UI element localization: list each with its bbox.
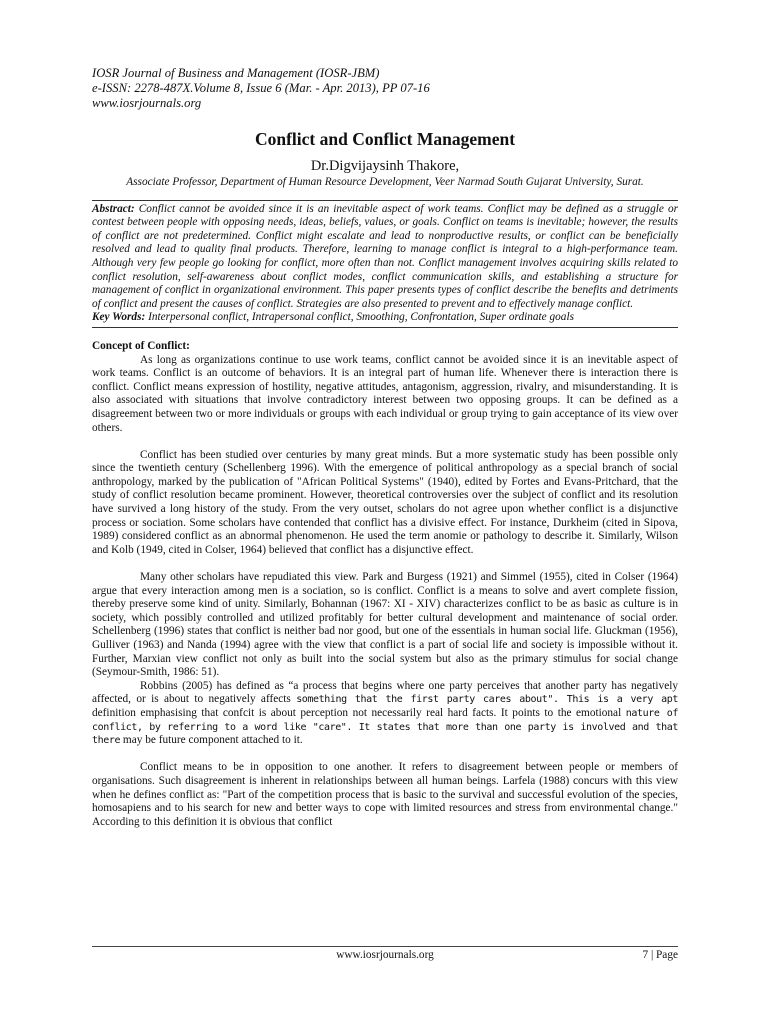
abstract-label: Abstract: — [92, 202, 135, 215]
paragraph-5: Conflict means to be in opposition to one another. It refers to disagreement between people or members of organisations. Such disagreement is inherent in relationships between all human beings. Larfela (1988) concurs with this view when he defines conflict as: "Part of the competition process that is basic to the survival and successful evolution of the species, homosapiens and to his search for new and better ways to cope with limited resources and stress from environmental change." According to this definition it is obvious that conflict — [92, 761, 678, 828]
keywords-text: Interpersonal conflict, Intrapersonal conflict, Smoothing, Confrontation, Super ordinate goals — [145, 311, 574, 324]
paragraph-4-part-a: Robbins (2005) has defined as “a process that begins where one party perceives that another party has negatively affected, or is about to negatively affects — [92, 679, 678, 706]
paragraph-2: Conflict has been studied over centuries by many great minds. But a more systematic study has been possible only since the twentieth century (Schellenberg 1996). With the emergence of political anthropology as a special branch of social anthropology, marked by the publication of "African Political Systems" (1940), edited by Fortes and Evans-Pritchard, that the study of conflict resolution became prominent. However, theoretical controversies over the subject of conflict and its resolution have survived a long history of the study. From the very outset, scholars do not agree upon whether conflict is a disjunctive process or sociation. Some scholars have contended that conflict has a divisive effect. For instance, Durkheim (cited in Sipova, 1989) considered conflict as an abnormal phenomenon. He used the term anomie or pathology to describe it. Similarly, Wilson and Kolb (1949, cited in Colser, 1964) believed that conflict has a disjunctive effect. — [92, 448, 678, 556]
journal-header — [92, 66, 678, 111]
paragraph-4-mono-2: nature of conflict, by referring to a word like "care". It states that more than one party is involved and that there — [92, 707, 678, 747]
paragraph-4-mono-1: something that the first party cares about". This is a very apt — [296, 694, 678, 706]
paragraph-1: As long as organizations continue to use work teams, conflict cannot be avoided since it is an inevitable aspect of work teams. Conflict is an outcome of behaviors. It is an integral part of human life. Whenever there is interaction there is conflict. Conflict means expression of hostility, negative attitudes, antagonism, aggression, rivalry, and misunderstanding. It is also associated with situations that involve contradictory interest between two opposing groups. It can be defined as a disagreement between two or more individuals or groups with each individual or group trying to gain acceptance of its view over others. — [92, 353, 678, 434]
paragraph-4 — [92, 680, 678, 748]
paper-page — [92, 66, 678, 829]
abstract-text: Conflict cannot be avoided since it is an inevitable aspect of work teams. Conflict may be defined as a struggle or contest between people with opposing needs, ideas, beliefs, values, or goals. Conflict on teams is inevitable; however, the results of conflict are not predetermined. Conflict might escalate and lead to nonproductive results, or conflict can be beneficially resolved and lead to quality final products. Therefore, learning to manage conflict is integral to a high-performance team. Although very few people go looking for conflict, more often than not. Conflict management involves acquiring skills related to conflict resolution, self-awareness about conflict modes, conflict communication skills, and establishing a structure for management of conflict in organizational environment. This paper presents types of conflict describe the benefits and detriments of conflict and present the causes of conflict. Strategies are also presented to prevent and to effectively manage conflict. — [92, 202, 678, 310]
keywords — [92, 311, 678, 325]
author-affiliation: Associate Professor, Department of Human Resource Development, Veer Narmad South Gujarat University, Surat. — [126, 176, 644, 188]
paper-title: Conflict and Conflict Management — [254, 129, 516, 149]
author-name: Dr.Digvijaysinh Thakore, — [310, 158, 460, 174]
paragraph-3: Many other scholars have repudiated this view. Park and Burgess (1921) and Simmel (1955), cited in Colser (1964) argue that every interaction among men is a sociation, so is conflict. Conflict is a means to solve and avert complete fission, thereby preserve some kind of unity. Similarly, Bohannan (1967: XI - XIV) characterizes conflict to be as basic as culture is in society, which possibly controlled and utilized profitably for better cultural development and maintenance of social order. Schellenberg (1996) states that conflict is neither bad nor good, but one of the essentials in human social life. Gluckman (1956), Gulliver (1963) and Nanda (1994) agree with the view that conflict is a part of social life and society is impossible without it. Further, Marxian view conflict not only as built into the social system but also as the primary stimulus for social change (Seymour-Smith, 1986: 51). — [92, 571, 678, 679]
journal-name: IOSR Journal of Business and Management (IOSR-JBM) — [92, 66, 380, 80]
footer-url[interactable]: www.iosrjournals.org — [336, 949, 434, 961]
paragraph-4-part-b: definition emphasising that confcit is about perception not necessarily real hard facts. It points to the emotional — [92, 706, 626, 719]
abstract — [92, 203, 678, 312]
paragraph-4-part-c: may be future component attached to it. — [120, 734, 303, 747]
journal-url[interactable]: www.iosrjournals.org — [92, 96, 202, 110]
page-footer — [92, 946, 678, 961]
journal-issn: e-ISSN: 2278-487X.Volume 8, Issue 6 (Mar. - Apr. 2013), PP 07-16 — [92, 81, 430, 95]
keywords-label: Key Words: — [92, 311, 146, 324]
section-concept — [92, 340, 678, 829]
page-number: 7 | Page — [642, 949, 678, 961]
abstract-box — [92, 200, 678, 328]
section-heading: Concept of Conflict: — [92, 339, 190, 352]
